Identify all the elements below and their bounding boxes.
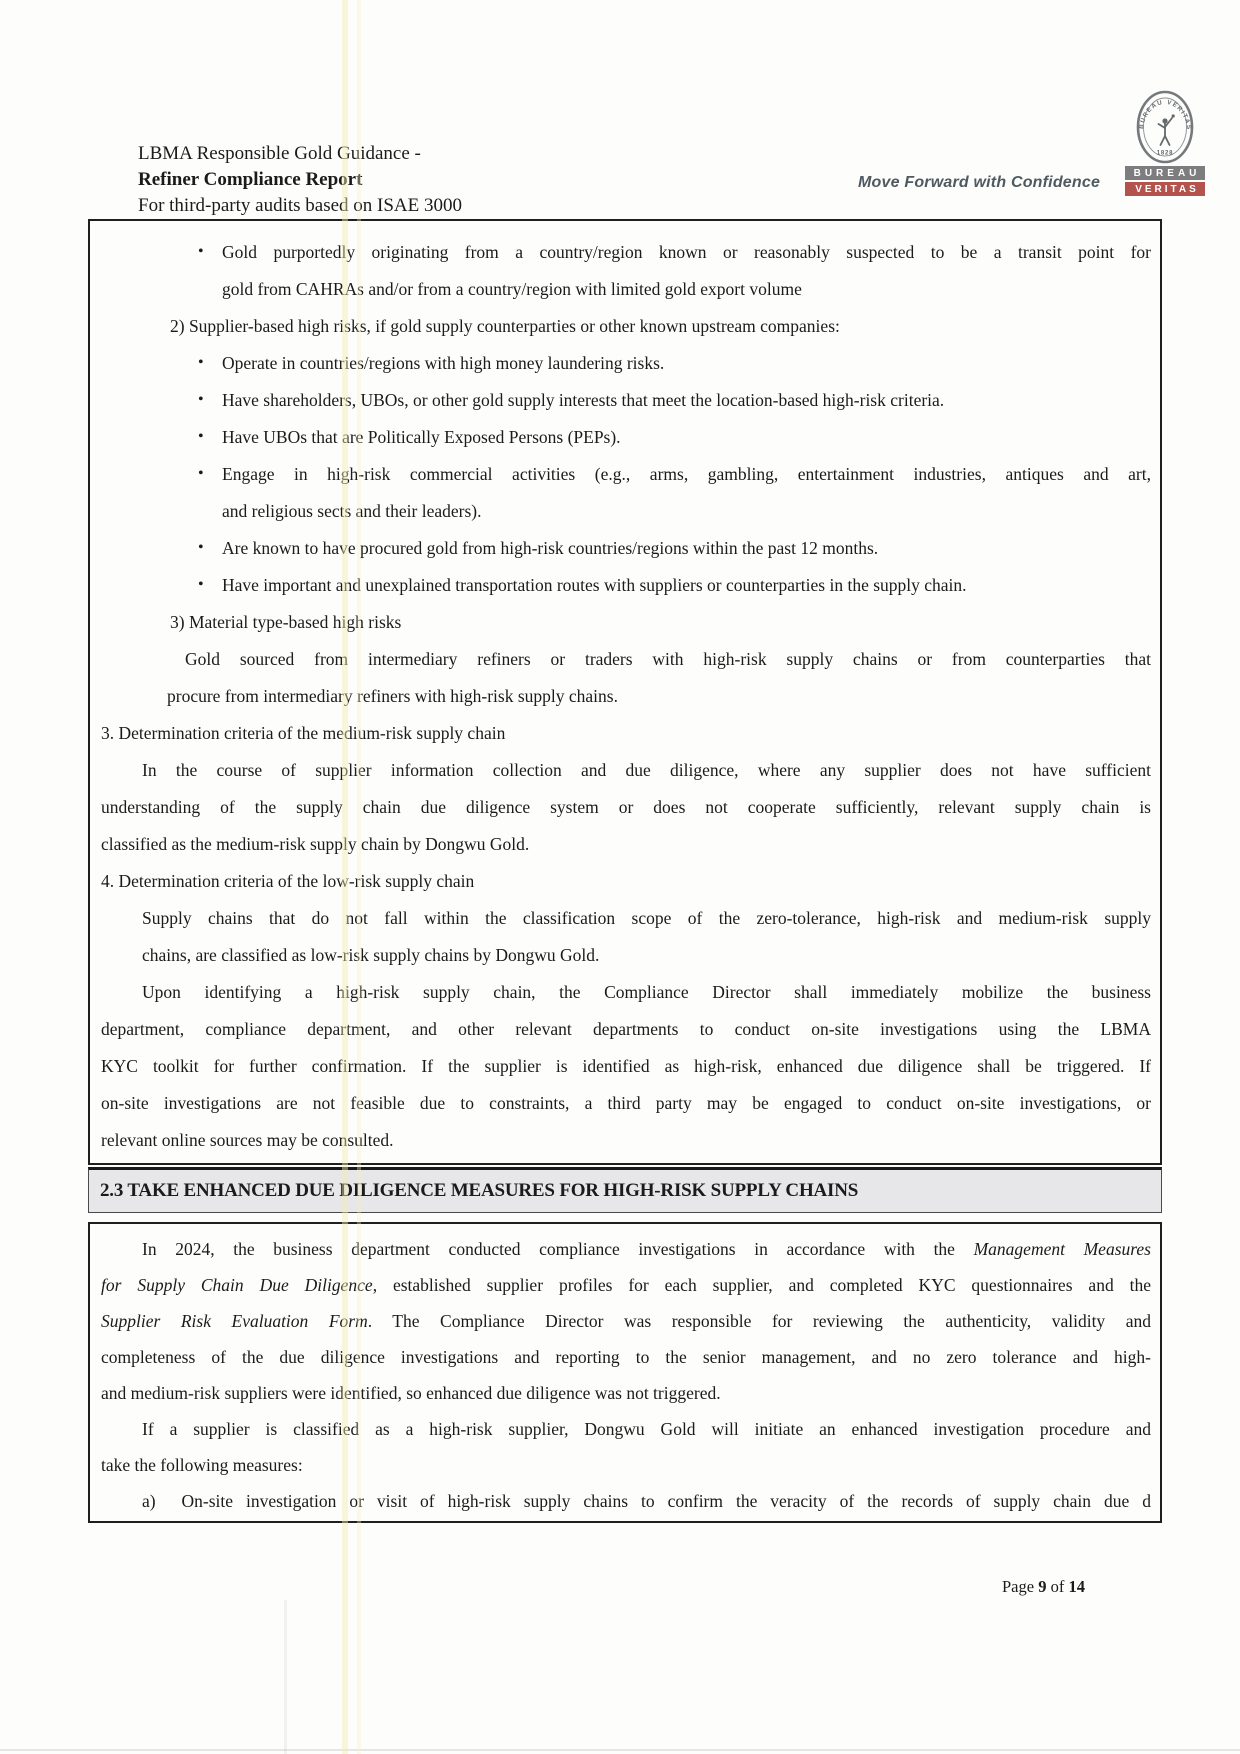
text-line: If a supplier is classified as a high-risk supplier, Dongwu Gold will initiate an enhanced investigation procedure and xyxy=(142,1419,1151,1439)
text-line: • Operate in countries/regions with high money laundering risks. xyxy=(222,345,1151,382)
section-title: 2.3 TAKE ENHANCED DUE DILIGENCE MEASURES FOR HIGH-RISK SUPPLY CHAINS xyxy=(100,1180,859,1201)
text-run: In 2024, the business department conducted compliance investigations in accordance with the xyxy=(142,1239,974,1259)
text-run: . The Compliance Director was responsible for reviewing the authenticity, validity and xyxy=(367,1311,1151,1331)
text-line: • Are known to have procured gold from high-risk countries/regions within the past 12 months. xyxy=(222,530,1151,567)
text-line: department, compliance department, and other relevant departments to conduct on-site investigations using the LBMA xyxy=(101,1019,1151,1039)
logo-band-bureau: BUREAU xyxy=(1125,166,1205,180)
torch-bearer-figure-icon xyxy=(1159,114,1175,145)
emblem-curved-text: BUREAU VERITAS xyxy=(1137,98,1193,131)
text-line: • Have UBOs that are Politically Exposed Persons (PEPs). xyxy=(222,419,1151,456)
text-line: procure from intermediary refiners with high-risk supply chains. xyxy=(167,686,618,706)
text-line xyxy=(101,1303,1151,1339)
section-header-bar xyxy=(88,1167,1162,1213)
text-line: In the course of supplier information collection and due diligence, where any supplier does not have sufficient xyxy=(142,760,1151,780)
content-box-risk-criteria xyxy=(88,219,1162,1165)
text-line: • Have important and unexplained transportation routes with suppliers or counterparties in the supply chain. xyxy=(222,567,1151,604)
text-line: • Have shareholders, UBOs, or other gold supply interests that meet the location-based high-risk criteria. xyxy=(222,382,1151,419)
text-line: and religious sects and their leaders). xyxy=(222,501,482,521)
text-run: Page xyxy=(1002,1577,1039,1596)
brand-tagline: Move Forward with Confidence xyxy=(858,174,1101,191)
text-line: • Gold purportedly originating from a country/region known or reasonably suspected to be a transit point for xyxy=(222,234,1151,271)
page-footer xyxy=(1002,1577,1085,1597)
text-line: classified as the medium-risk supply chain by Dongwu Gold. xyxy=(101,834,530,854)
bureau-veritas-logo xyxy=(1125,90,1205,196)
text-line: on-site investigations are not feasible due to constraints, a third party may be engaged to conduct on-site investigations, or xyxy=(101,1093,1151,1113)
text-line: take the following measures: xyxy=(101,1455,303,1475)
report-header xyxy=(138,141,462,219)
text-line: 4. Determination criteria of the low-risk supply chain xyxy=(101,871,475,891)
bureau-veritas-emblem-icon xyxy=(1135,90,1195,164)
text-run: 14 xyxy=(1068,1577,1085,1596)
header-title-line3: For third-party audits based on ISAE 3000 xyxy=(138,195,463,216)
text-line: and medium-risk suppliers were identified, so enhanced due diligence was not triggered. xyxy=(101,1383,721,1403)
text-run: Management Measures xyxy=(973,1239,1151,1259)
text-run: Supplier Risk Evaluation Form xyxy=(101,1311,368,1331)
text-line: Upon identifying a high-risk supply chain, the Compliance Director shall immediately mobilize the business xyxy=(142,982,1151,1002)
text-run: for Supply Chain Due Diligence xyxy=(101,1275,373,1295)
text-line: KYC toolkit for further confirmation. If the supplier is identified as high-risk, enhanced due diligence shall be triggered. If xyxy=(101,1056,1151,1076)
text-line: 3) Material type-based high risks xyxy=(170,612,402,632)
header-title-line1: LBMA Responsible Gold Guidance - xyxy=(138,143,421,164)
text-line: Gold sourced from intermediary refiners or traders with high-risk supply chains or from counterparties that xyxy=(185,649,1151,669)
text-line: relevant online sources may be consulted. xyxy=(101,1130,394,1150)
text-line: chains, are classified as low-risk supply chains by Dongwu Gold. xyxy=(142,945,600,965)
text-line: • Engage in high-risk commercial activities (e.g., arms, gambling, entertainment industries, antiques and art, xyxy=(222,456,1151,493)
text-line: 2) Supplier-based high risks, if gold supply counterparties or other known upstream companies: xyxy=(170,316,840,336)
logo-band-veritas: VERITAS xyxy=(1125,182,1205,196)
text-line: gold from CAHRAs and/or from a country/region with limited gold export volume xyxy=(222,279,802,299)
emblem-year: 1828 xyxy=(1156,150,1174,157)
text-line: Supply chains that do not fall within the classification scope of the zero-tolerance, high-risk and medium-risk supply xyxy=(142,908,1151,928)
text-run: 9 xyxy=(1038,1577,1047,1596)
text-line: completeness of the due diligence investigations and reporting to the senior management, and no zero tolerance and high- xyxy=(101,1347,1151,1367)
scan-streak xyxy=(284,1600,287,1754)
text-line: a) On-site investigation or visit of high-risk supply chains to confirm the veracity of the records of supply chain due d xyxy=(142,1491,1151,1511)
text-run: , established supplier profiles for each supplier, and completed KYC questionnaires and the xyxy=(372,1275,1151,1295)
content-box-enhanced-due-diligence xyxy=(88,1222,1162,1523)
scan-bottom-edge xyxy=(0,1749,1240,1751)
text-run: of xyxy=(1046,1577,1069,1596)
header-title-line2: Refiner Compliance Report xyxy=(138,169,363,190)
text-line xyxy=(101,1267,1151,1303)
text-line: 3. Determination criteria of the medium-risk supply chain xyxy=(101,723,506,743)
text-line: understanding of the supply chain due diligence system or does not cooperate sufficiently, relevant supply chain is xyxy=(101,797,1151,817)
text-line xyxy=(142,1231,1151,1267)
